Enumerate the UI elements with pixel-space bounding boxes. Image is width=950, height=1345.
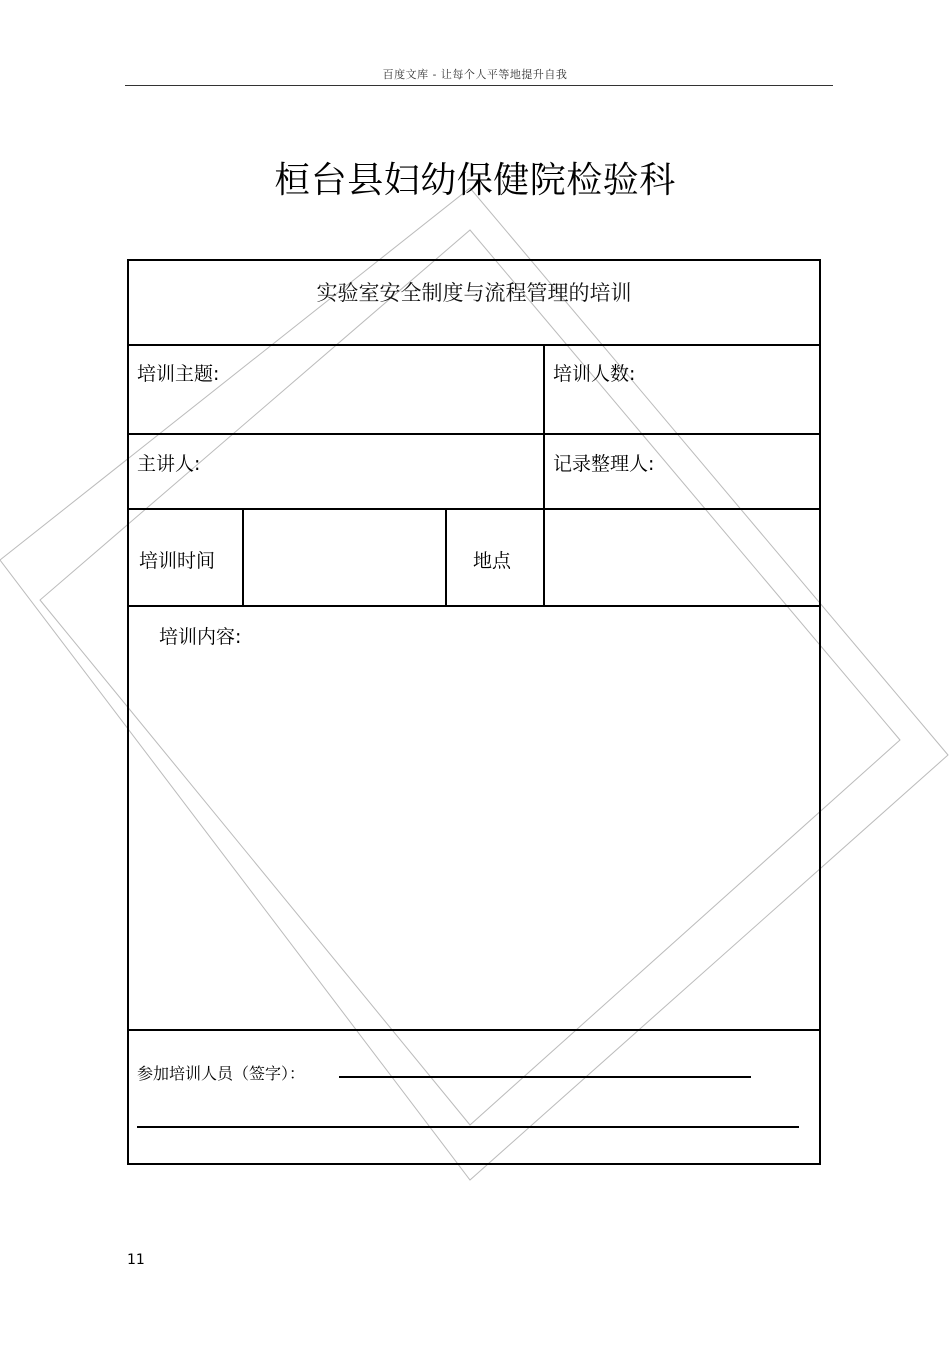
header-text: 百度文库 - 让每个人平等地提升自我 [382, 68, 568, 81]
form-rule-1 [129, 344, 819, 346]
form-col-rule-b [242, 508, 244, 607]
form-rule-4 [129, 605, 819, 607]
speaker-label: 主讲人: [137, 453, 201, 475]
form-rule-2 [129, 433, 819, 435]
form-col-rule-c [445, 508, 447, 607]
form-title: 实验室安全制度与流程管理的培训 [316, 281, 632, 305]
content-label: 培训内容: [159, 626, 242, 648]
time-label: 培训时间 [139, 550, 216, 572]
recorder-label: 记录整理人: [553, 453, 655, 475]
attendee-count-label: 培训人数: [553, 363, 636, 385]
location-label: 地点 [473, 550, 512, 572]
training-record-form [127, 259, 821, 1165]
signature-line-2 [137, 1126, 799, 1128]
topic-label: 培训主题: [137, 363, 220, 385]
form-rule-5 [129, 1029, 819, 1031]
participants-label: 参加培训人员（签字）： [137, 1064, 306, 1083]
signature-line-1 [339, 1076, 751, 1078]
form-col-rule-a [543, 344, 545, 607]
form-rule-3 [129, 508, 819, 510]
document-title: 桓台县妇幼保健院检验科 [274, 160, 676, 201]
page-number: 11 [127, 1252, 145, 1268]
